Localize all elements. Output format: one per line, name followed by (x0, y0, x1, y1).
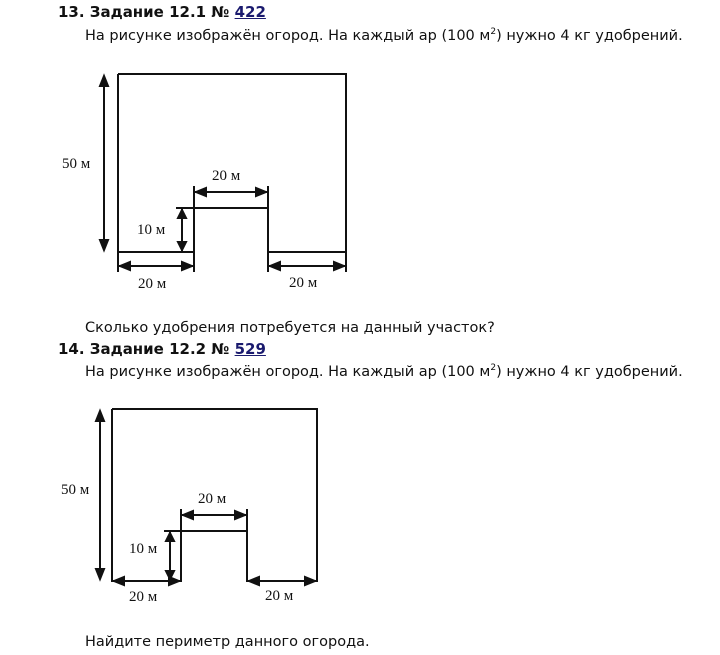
arrow-head (169, 577, 179, 585)
arrow-head (183, 511, 193, 519)
notch-height-label: 10 м (129, 541, 158, 557)
arrow-head (114, 577, 124, 585)
arrow-head (96, 569, 104, 579)
arrow-head (305, 577, 315, 585)
problem-13-question: Сколько удобрения потребуется на данный участок? (85, 320, 495, 336)
height-label: 50 м (61, 482, 90, 498)
problem-13-intro: На рисунке изображён огород. На каждый ар (100 $м^2$) нужно 4 кг удобрений. (85, 27, 683, 44)
arrow-head (235, 511, 245, 519)
arrow-head (166, 533, 174, 541)
problem-14-heading-text: 14. Задание 12.2 № (58, 340, 235, 358)
arrow-head (249, 577, 259, 585)
problem-14-question: Найдите периметр данного огорода. (85, 634, 370, 650)
height-label: 50 м (62, 156, 91, 172)
problem-14-intro: На рисунке изображён огород. На каждый ар (100 $м^2$) нужно 4 кг удобрений. (85, 363, 683, 380)
notch-height-label: 10 м (137, 222, 166, 238)
arrow-head (96, 411, 104, 421)
right-width-label: 20 м (265, 588, 294, 604)
right-width-label: 20 м (289, 275, 318, 291)
notch-width-label: 20 м (212, 168, 241, 184)
left-width-label: 20 м (129, 589, 158, 605)
problem-14-link[interactable]: 529 (234, 340, 266, 358)
notch-width-label: 20 м (198, 491, 227, 507)
left-width-label: 20 м (138, 276, 167, 292)
problem-13-heading-text: 13. Задание 12.1 № (58, 3, 235, 21)
problem-13-link[interactable]: 422 (234, 3, 266, 21)
